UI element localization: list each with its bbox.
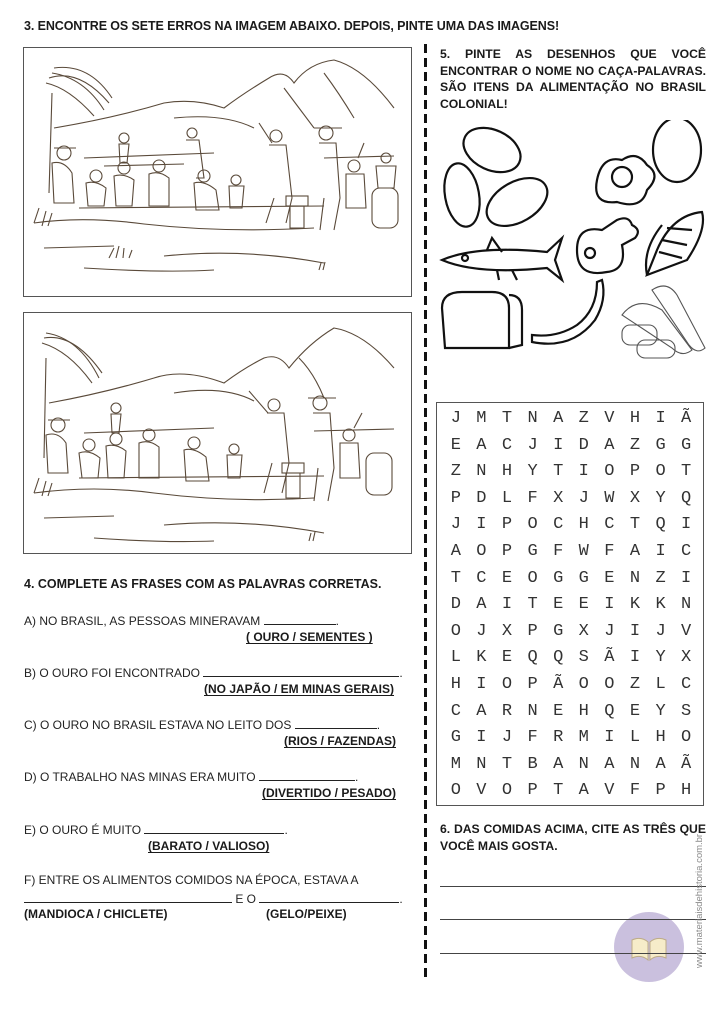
word-search-cell[interactable]: N bbox=[476, 754, 487, 774]
word-search-cell[interactable]: X bbox=[629, 488, 641, 508]
watermark-logo bbox=[614, 912, 684, 982]
word-search-cell[interactable]: P bbox=[501, 541, 513, 561]
word-search-cell[interactable]: F bbox=[553, 541, 564, 561]
word-search-cell[interactable]: F bbox=[629, 781, 641, 801]
word-search-cell[interactable]: I bbox=[655, 409, 666, 428]
word-search-letters bbox=[443, 406, 699, 805]
word-search-cell[interactable]: T bbox=[501, 409, 513, 428]
word-search-cell[interactable]: A bbox=[476, 595, 487, 615]
word-search-grid bbox=[436, 402, 704, 806]
egg-icon bbox=[596, 120, 701, 204]
word-search-cell[interactable]: T bbox=[553, 462, 564, 482]
word-search-cell[interactable]: Y bbox=[655, 488, 666, 508]
word-search-cell[interactable]: Ã bbox=[681, 409, 692, 428]
word-search-cell[interactable]: G bbox=[681, 435, 692, 455]
word-search-cell[interactable]: C bbox=[476, 568, 487, 588]
answer-blank-e[interactable] bbox=[144, 822, 284, 834]
bread-icon bbox=[442, 292, 522, 348]
word-search-cell[interactable]: J bbox=[450, 409, 461, 428]
word-search-cell[interactable]: I bbox=[681, 568, 692, 588]
word-search-cell[interactable]: X bbox=[501, 621, 513, 641]
word-search-cell[interactable]: Y bbox=[655, 648, 666, 668]
word-search-cell[interactable]: O bbox=[501, 674, 513, 694]
word-search-cell[interactable]: A bbox=[604, 435, 615, 455]
word-search-cell[interactable]: P bbox=[527, 781, 538, 801]
word-search-cell[interactable]: A bbox=[655, 754, 666, 774]
word-search-cell[interactable]: Q bbox=[655, 515, 666, 535]
word-search-cell[interactable]: N bbox=[578, 754, 589, 774]
word-search-cell[interactable]: N bbox=[629, 754, 641, 774]
mining-scene-image-original bbox=[23, 47, 412, 297]
answer-blank-a[interactable] bbox=[264, 613, 336, 625]
word-search-cell[interactable]: R bbox=[501, 701, 513, 721]
word-search-cell[interactable]: E bbox=[501, 648, 513, 668]
answer-blank-b[interactable] bbox=[203, 665, 399, 677]
word-search-cell[interactable]: C bbox=[501, 435, 513, 455]
word-search-cell[interactable]: O bbox=[578, 674, 589, 694]
word-search-cell[interactable]: J bbox=[655, 621, 666, 641]
word-search-cell[interactable]: J bbox=[450, 515, 461, 535]
word-search-cell[interactable]: F bbox=[604, 541, 615, 561]
word-search-cell[interactable]: C bbox=[681, 674, 692, 694]
word-search-cell[interactable]: E bbox=[553, 701, 564, 721]
answer-blank-c[interactable] bbox=[295, 717, 377, 729]
word-search-cell[interactable]: A bbox=[553, 409, 564, 428]
word-search-cell[interactable]: R bbox=[553, 728, 564, 748]
word-search-cell[interactable]: K bbox=[629, 595, 641, 615]
word-search-cell[interactable]: J bbox=[527, 435, 538, 455]
options-a: ( OURO / SEMENTES ) bbox=[246, 630, 373, 644]
word-search-cell[interactable]: Q bbox=[553, 648, 564, 668]
word-search-cell[interactable]: C bbox=[450, 701, 461, 721]
word-search-cell[interactable]: F bbox=[527, 728, 538, 748]
word-search-cell[interactable]: O bbox=[655, 462, 666, 482]
open-book-icon bbox=[614, 912, 684, 982]
word-search-cell[interactable]: V bbox=[604, 409, 615, 428]
word-search-cell[interactable]: J bbox=[476, 621, 487, 641]
word-search-cell[interactable]: M bbox=[450, 754, 461, 774]
options-f1: (MANDIOCA / CHICLETE) bbox=[24, 907, 168, 921]
word-search-cell[interactable]: L bbox=[450, 648, 461, 668]
word-search-cell[interactable]: O bbox=[604, 462, 615, 482]
word-search-cell[interactable]: O bbox=[604, 674, 615, 694]
word-search-cell[interactable]: L bbox=[629, 728, 641, 748]
word-search-cell[interactable]: V bbox=[604, 781, 615, 801]
word-search-cell[interactable]: H bbox=[578, 515, 589, 535]
word-search-cell[interactable]: T bbox=[681, 462, 692, 482]
word-search-cell[interactable]: A bbox=[604, 754, 615, 774]
answer-blank-f1[interactable] bbox=[24, 891, 232, 903]
word-search-cell[interactable]: A bbox=[476, 701, 487, 721]
word-search-cell[interactable]: N bbox=[629, 568, 641, 588]
answer-line-1[interactable] bbox=[440, 886, 706, 887]
word-search-cell[interactable]: G bbox=[553, 621, 564, 641]
word-search-cell[interactable]: Y bbox=[527, 462, 538, 482]
word-search-cell[interactable]: W bbox=[578, 541, 589, 561]
word-search-cell[interactable]: B bbox=[527, 754, 538, 774]
word-search-cell[interactable]: I bbox=[501, 595, 513, 615]
beans-icon bbox=[440, 120, 556, 236]
word-search-cell[interactable]: P bbox=[629, 462, 641, 482]
word-search-cell[interactable]: A bbox=[578, 781, 589, 801]
word-search-cell[interactable]: H bbox=[578, 701, 589, 721]
word-search-cell[interactable]: H bbox=[629, 409, 641, 428]
question-f-blanks: E O . bbox=[24, 891, 403, 906]
answer-line-2[interactable] bbox=[440, 919, 706, 920]
word-search-cell[interactable]: T bbox=[450, 568, 461, 588]
word-search-cell[interactable]: P bbox=[501, 515, 513, 535]
word-search-cell[interactable]: S bbox=[578, 648, 589, 668]
fish-icon bbox=[442, 238, 562, 280]
word-search-cell[interactable]: G bbox=[578, 568, 589, 588]
word-search-cell[interactable]: F bbox=[527, 488, 538, 508]
word-search-cell[interactable]: D bbox=[476, 488, 487, 508]
question-a: A) NO BRASIL, AS PESSOAS MINERAVAM . bbox=[24, 614, 339, 628]
options-b: (NO JAPÃO / EM MINAS GERAIS) bbox=[204, 682, 395, 696]
word-search-cell[interactable]: P bbox=[655, 781, 666, 801]
word-search-cell[interactable]: I bbox=[476, 674, 487, 694]
word-search-cell[interactable]: A bbox=[476, 435, 487, 455]
word-search-cell[interactable]: M bbox=[476, 409, 487, 428]
word-search-cell[interactable]: N bbox=[476, 462, 487, 482]
word-search-cell[interactable]: S bbox=[681, 701, 692, 721]
word-search-cell[interactable]: E bbox=[578, 595, 589, 615]
food-illustrations bbox=[437, 120, 717, 370]
answer-blank-d[interactable] bbox=[259, 769, 355, 781]
word-search-cell[interactable]: N bbox=[527, 409, 538, 428]
corn-icon bbox=[646, 212, 703, 275]
word-search-cell[interactable]: I bbox=[629, 621, 641, 641]
word-search-cell[interactable]: O bbox=[476, 541, 487, 561]
word-search-cell[interactable]: P bbox=[450, 488, 461, 508]
question-b: B) O OURO FOI ENCONTRADO . bbox=[24, 666, 403, 680]
word-search-cell[interactable]: G bbox=[553, 568, 564, 588]
word-search-cell[interactable]: W bbox=[604, 488, 615, 508]
word-search-cell[interactable]: H bbox=[681, 781, 692, 801]
word-search-cell[interactable]: O bbox=[450, 621, 461, 641]
word-search-cell[interactable]: V bbox=[681, 621, 692, 641]
word-search-cell[interactable]: N bbox=[681, 595, 692, 615]
word-search-cell[interactable]: Ã bbox=[553, 674, 564, 694]
word-search-cell[interactable]: Q bbox=[604, 701, 615, 721]
word-search-cell[interactable]: I bbox=[629, 648, 641, 668]
word-search-cell[interactable]: J bbox=[501, 728, 513, 748]
word-search-cell[interactable]: C bbox=[604, 515, 615, 535]
word-search-cell[interactable]: X bbox=[681, 648, 692, 668]
question-e: E) O OURO É MUITO . bbox=[24, 823, 288, 837]
word-search-cell[interactable]: X bbox=[578, 621, 589, 641]
word-search-cell[interactable]: T bbox=[629, 515, 641, 535]
word-search-cell[interactable]: Y bbox=[655, 701, 666, 721]
word-search-cell[interactable]: E bbox=[629, 701, 641, 721]
word-search-cell[interactable]: J bbox=[604, 621, 615, 641]
word-search-cell[interactable]: P bbox=[527, 674, 538, 694]
word-search-cell[interactable]: T bbox=[527, 595, 538, 615]
word-search-cell[interactable]: D bbox=[450, 595, 461, 615]
word-search-cell[interactable]: V bbox=[476, 781, 487, 801]
word-search-cell[interactable]: O bbox=[527, 515, 538, 535]
word-search-cell[interactable]: I bbox=[476, 515, 487, 535]
word-search-cell[interactable]: L bbox=[655, 674, 666, 694]
options-d: (DIVERTIDO / PESADO) bbox=[262, 786, 397, 800]
word-search-cell[interactable]: E bbox=[604, 568, 615, 588]
word-search-cell[interactable]: A bbox=[553, 754, 564, 774]
word-search-cell[interactable]: Ã bbox=[604, 648, 615, 668]
word-search-cell[interactable]: I bbox=[476, 728, 487, 748]
word-search-cell[interactable]: M bbox=[578, 728, 589, 748]
word-search-cell[interactable]: I bbox=[553, 435, 564, 455]
word-search-cell[interactable]: E bbox=[501, 568, 513, 588]
section-4-title: 4. COMPLETE AS FRASES COM AS PALAVRAS CORRETAS. bbox=[24, 577, 382, 591]
word-search-cell[interactable]: L bbox=[501, 488, 513, 508]
word-search-cell[interactable]: Q bbox=[527, 648, 538, 668]
meat-icon bbox=[577, 218, 638, 273]
word-search-cell[interactable]: H bbox=[655, 728, 666, 748]
word-search-cell[interactable]: I bbox=[604, 728, 615, 748]
word-search-cell[interactable]: Z bbox=[629, 435, 641, 455]
watermark-url: www.materiaisdehistoria.com.br bbox=[694, 833, 705, 968]
word-search-cell[interactable]: P bbox=[527, 621, 538, 641]
mining-scene-image-differences bbox=[23, 312, 412, 554]
word-search-cell[interactable]: A bbox=[450, 541, 461, 561]
word-search-cell[interactable]: Z bbox=[655, 568, 666, 588]
column-divider bbox=[424, 44, 427, 980]
question-d: D) O TRABALHO NAS MINAS ERA MUITO . bbox=[24, 770, 359, 784]
section-6-title: 6. DAS COMIDAS ACIMA, CITE AS TRÊS QUE VOCÊ MAIS GOSTA. bbox=[440, 822, 706, 853]
options-c: (RIOS / FAZENDAS) bbox=[284, 734, 397, 748]
word-search-cell[interactable]: K bbox=[476, 648, 487, 668]
word-search-cell[interactable]: I bbox=[655, 541, 666, 561]
word-search-cell[interactable]: I bbox=[578, 462, 589, 482]
word-search-cell[interactable]: Z bbox=[578, 409, 589, 428]
word-search-cell[interactable]: Q bbox=[681, 488, 692, 508]
word-search-cell[interactable]: O bbox=[501, 781, 513, 801]
word-search-cell[interactable]: T bbox=[553, 781, 564, 801]
word-search-cell[interactable]: G bbox=[450, 728, 461, 748]
answer-blank-f2[interactable] bbox=[259, 891, 399, 903]
word-search-cell[interactable]: I bbox=[604, 595, 615, 615]
word-search-cell[interactable]: O bbox=[450, 781, 461, 801]
word-search-cell[interactable]: J bbox=[578, 488, 589, 508]
word-search-cell[interactable]: C bbox=[553, 515, 564, 535]
word-search-cell[interactable]: T bbox=[501, 754, 513, 774]
word-search-cell[interactable]: N bbox=[527, 701, 538, 721]
answer-line-3[interactable] bbox=[440, 953, 706, 954]
word-search-cell[interactable]: H bbox=[501, 462, 513, 482]
word-search-cell[interactable]: G bbox=[655, 435, 666, 455]
word-search-cell[interactable]: E bbox=[553, 595, 564, 615]
word-search-cell[interactable]: A bbox=[629, 541, 641, 561]
word-search-cell[interactable]: C bbox=[681, 541, 692, 561]
options-e: (BARATO / VALIOSO) bbox=[148, 839, 270, 853]
question-f: F) ENTRE OS ALIMENTOS COMIDOS NA ÉPOCA, ESTAVA A bbox=[24, 873, 359, 887]
banana-icon bbox=[532, 280, 603, 344]
word-search-cell[interactable]: E bbox=[450, 435, 461, 455]
options-f2: (GELO/PEIXE) bbox=[266, 907, 347, 921]
section-3-title: 3. ENCONTRE OS SETE ERROS NA IMAGEM ABAIXO. DEPOIS, PINTE UMA DAS IMAGENS! bbox=[24, 19, 560, 33]
question-c: C) O OURO NO BRASIL ESTAVA NO LEITO DOS . bbox=[24, 718, 381, 732]
word-search-cell[interactable]: Z bbox=[450, 462, 461, 482]
word-search-cell[interactable]: O bbox=[681, 728, 692, 748]
word-search-cell[interactable]: K bbox=[655, 595, 666, 615]
word-search-cell[interactable]: Z bbox=[629, 674, 641, 694]
word-search-cell[interactable]: I bbox=[681, 515, 692, 535]
word-search-cell[interactable]: G bbox=[527, 541, 538, 561]
word-search-cell[interactable]: O bbox=[527, 568, 538, 588]
word-search-cell[interactable]: D bbox=[578, 435, 589, 455]
section-5-title: 5. PINTE AS DESENHOS QUE VOCÊ ENCONTRAR O NOME NO CAÇA-PALAVRAS. SÃO ITENS DA ALIMENTAÇÃO NO BRASIL COLONIAL! bbox=[440, 47, 706, 111]
cassava-icon bbox=[622, 286, 705, 358]
word-search-cell[interactable]: Ã bbox=[681, 754, 692, 774]
word-search-cell[interactable]: X bbox=[553, 488, 564, 508]
word-search-cell[interactable]: H bbox=[450, 674, 461, 694]
